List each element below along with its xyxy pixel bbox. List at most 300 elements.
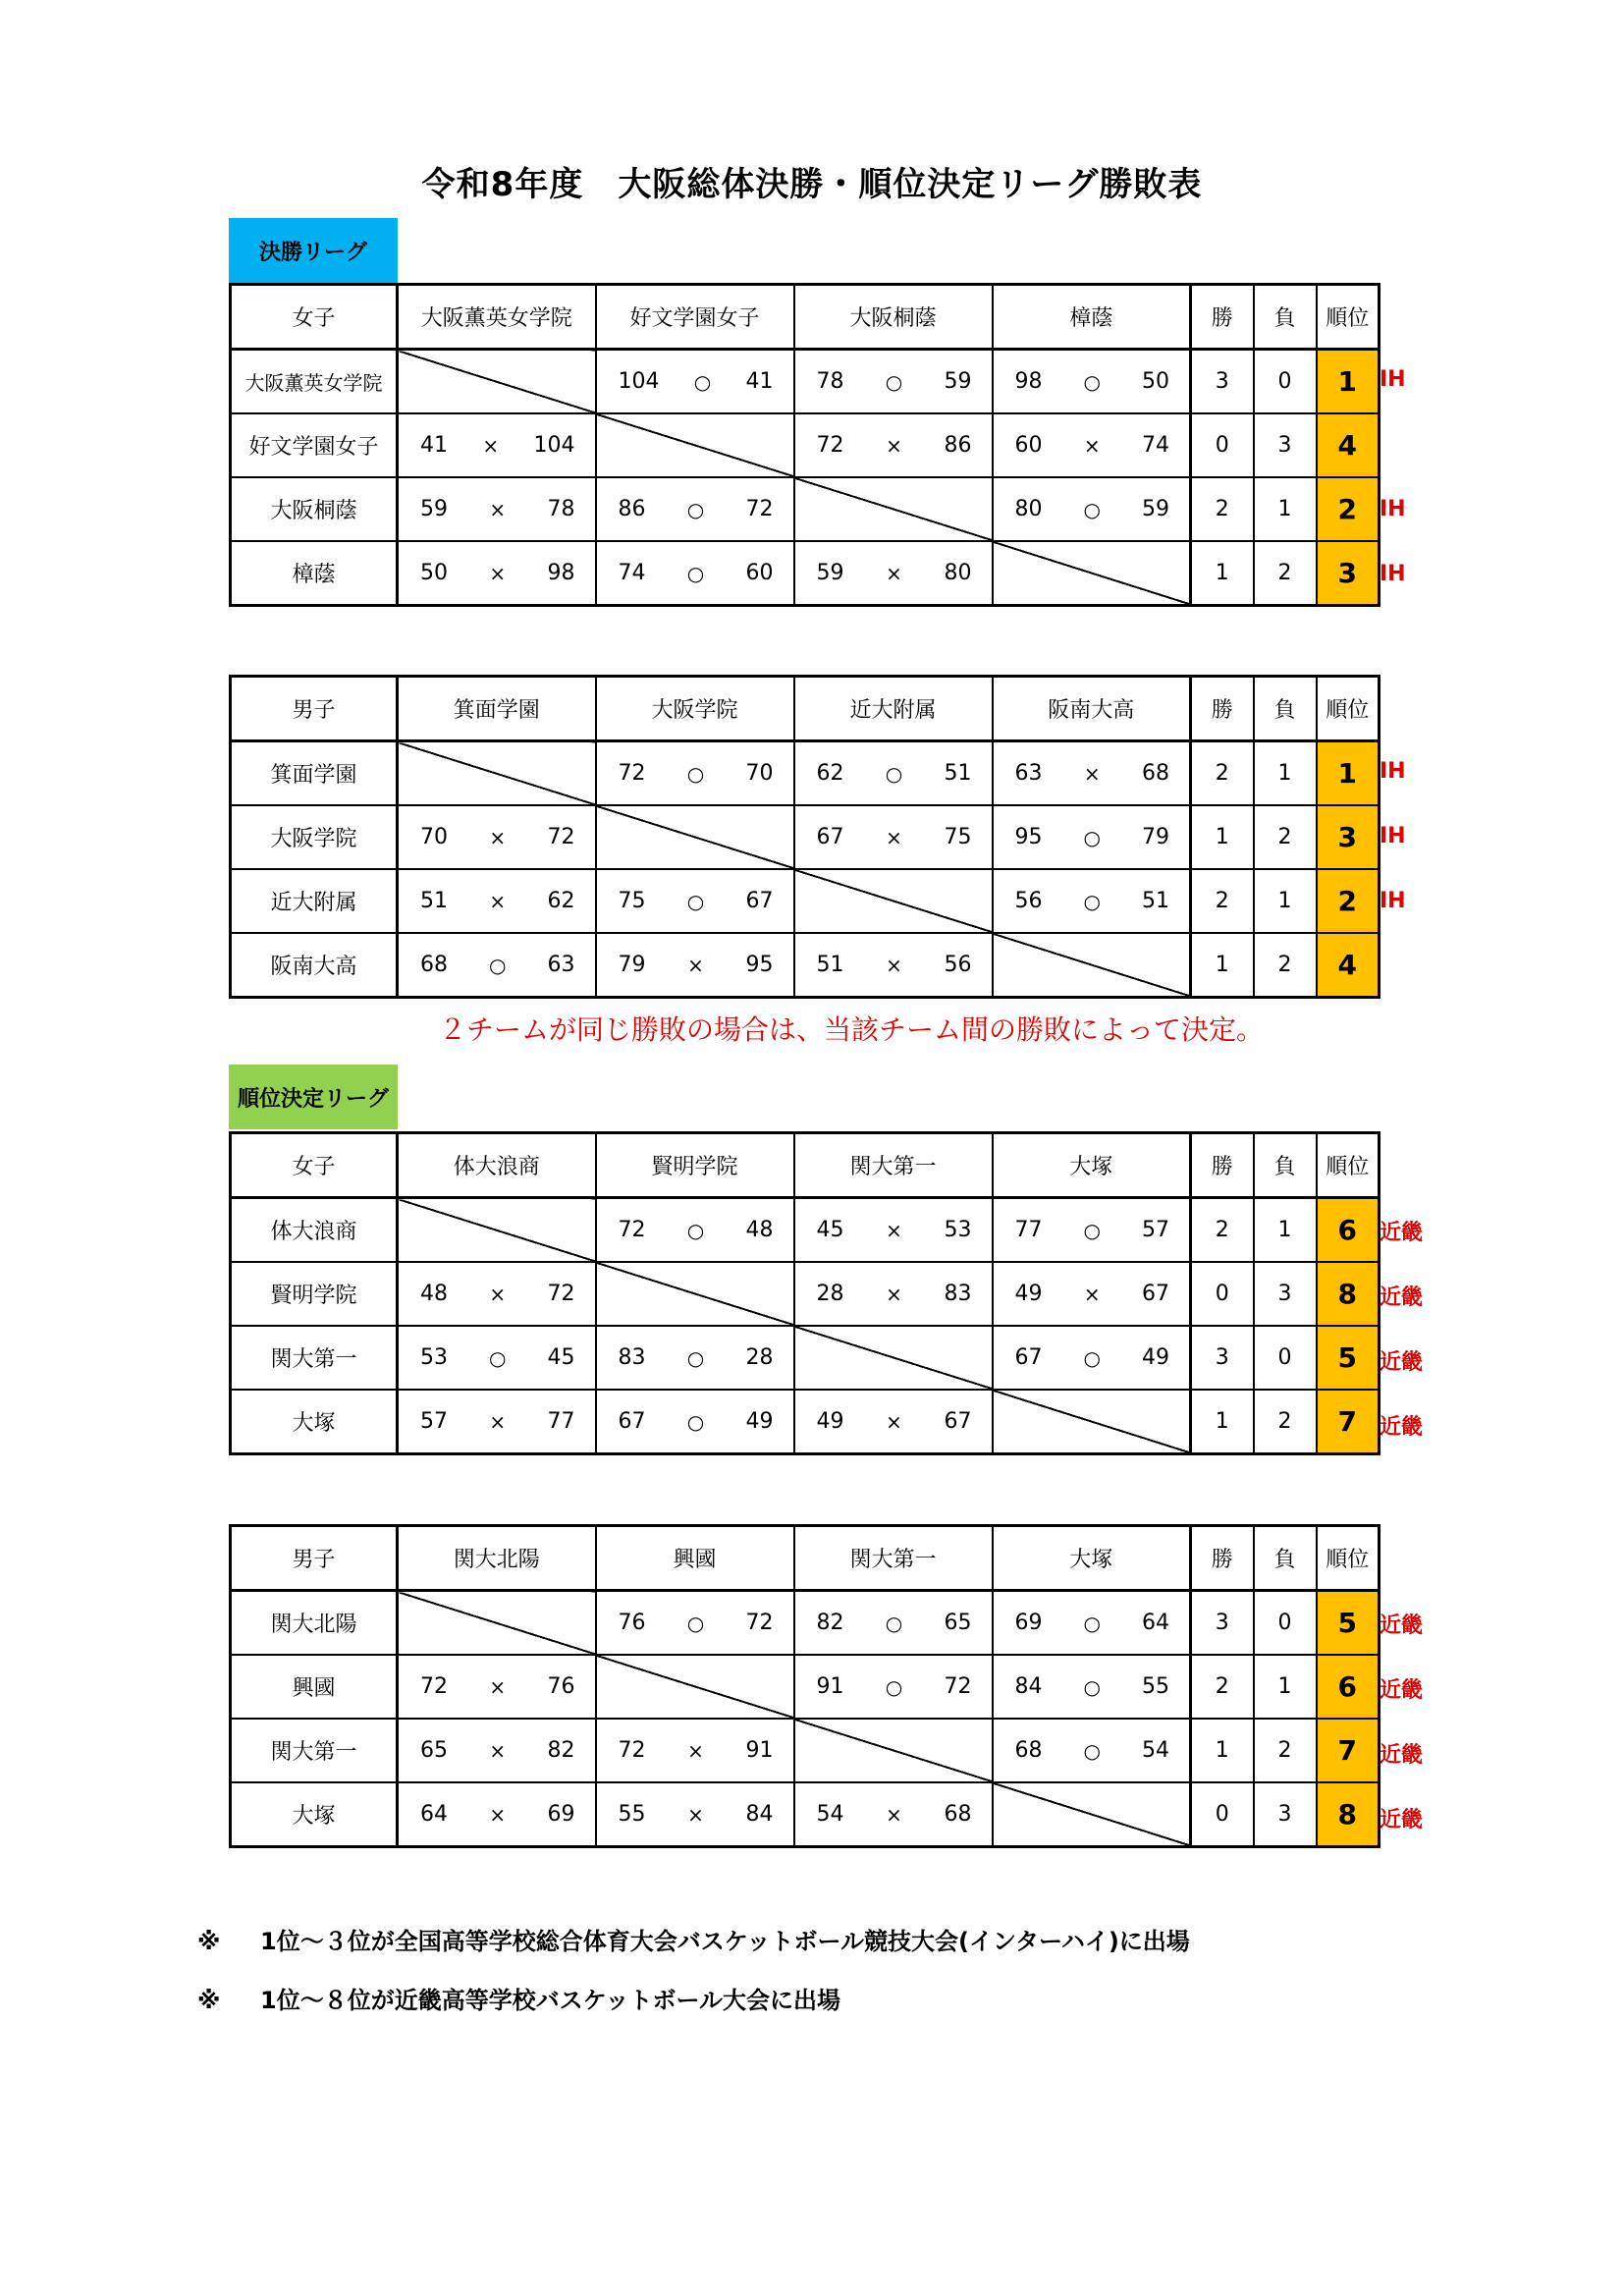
result-mark: × (1083, 1282, 1101, 1306)
table-row (231, 933, 1380, 998)
result-mark: ○ (1083, 369, 1101, 394)
opponent-header: 樟蔭 (993, 285, 1191, 350)
loss-count: 1 (1254, 477, 1317, 541)
match-result (398, 1262, 596, 1326)
match-result (398, 805, 596, 869)
win-count: 0 (1191, 413, 1254, 477)
match-result (794, 413, 993, 477)
loss-count: 3 (1254, 1262, 1317, 1326)
opponent-header: 関大第一 (794, 1526, 993, 1591)
result-mark: × (687, 1802, 704, 1827)
loss-count: 1 (1254, 1655, 1317, 1719)
match-result (794, 805, 993, 869)
win-count: 1 (1191, 1390, 1254, 1454)
rank-header: 順位 (1317, 1133, 1380, 1198)
self-match-diagonal (398, 1198, 596, 1263)
rank-value: 4 (1317, 933, 1380, 998)
match-result (993, 1719, 1191, 1782)
category-header: 男子 (231, 677, 398, 741)
win-count: 1 (1191, 1719, 1254, 1782)
score-against: 74 (1141, 433, 1169, 458)
score-for: 59 (420, 497, 448, 521)
result-mark: ○ (686, 1409, 705, 1434)
opponent-header: 大阪学院 (596, 677, 794, 741)
loss-header: 負 (1254, 677, 1317, 741)
team-name: 関大北陽 (231, 1591, 398, 1656)
score-for: 84 (1014, 1674, 1043, 1699)
result-mark: ○ (686, 1611, 705, 1635)
score-for: 72 (816, 433, 844, 458)
opponent-header: 関大第一 (794, 1133, 993, 1198)
qualification-badge: 近畿 (1380, 1808, 1424, 1832)
result-mark: × (687, 953, 704, 977)
score-against: 72 (547, 825, 575, 849)
match-result (993, 1591, 1191, 1656)
footnote-mark: ※ (197, 1928, 221, 1955)
result-mark: × (489, 1738, 507, 1763)
opponent-header: 大阪桐蔭 (794, 285, 993, 350)
score-against: 80 (944, 561, 972, 585)
tiebreak-note: ２チームが同じ勝敗の場合は、当該チーム間の勝敗によって決定。 (438, 1013, 1264, 1046)
score-for: 53 (420, 1345, 448, 1370)
loss-count: 0 (1254, 1591, 1317, 1656)
footnote-kinki (197, 1981, 840, 2015)
qualification-badge: 近畿 (1380, 1350, 1424, 1375)
win-header: 勝 (1191, 285, 1254, 350)
score-against: 72 (547, 1282, 575, 1306)
table-row (231, 869, 1380, 933)
score-for: 69 (1014, 1611, 1043, 1635)
score-against: 76 (547, 1674, 575, 1699)
match-result (398, 1719, 596, 1782)
match-result (794, 1591, 993, 1656)
result-mark: ○ (1083, 1738, 1101, 1763)
match-result (993, 1326, 1191, 1390)
score-against: 67 (1141, 1282, 1169, 1306)
score-against: 64 (1141, 1611, 1169, 1635)
result-mark: ○ (686, 497, 705, 521)
opponent-header: 関大北陽 (398, 1526, 596, 1591)
loss-count: 3 (1254, 1782, 1317, 1847)
result-mark: ○ (1083, 1674, 1101, 1699)
match-result (794, 1198, 993, 1263)
self-match-diagonal (794, 869, 993, 933)
table-row (231, 1655, 1380, 1719)
match-result (596, 477, 794, 541)
opponent-header: 大塚 (993, 1133, 1191, 1198)
match-result (398, 933, 596, 998)
qualification-badge: 近畿 (1380, 1743, 1424, 1768)
score-for: 48 (420, 1282, 448, 1306)
result-mark: × (886, 825, 902, 849)
table-row (231, 1198, 1380, 1263)
match-result (993, 1655, 1191, 1719)
loss-count: 2 (1254, 805, 1317, 869)
rank-value: 2 (1317, 477, 1380, 541)
match-result (398, 1782, 596, 1847)
footnote-text: 1位～８位が近畿高等学校バスケットボール大会に出場 (260, 1987, 841, 2014)
opponent-header: 体大浪商 (398, 1133, 596, 1198)
match-result (398, 541, 596, 606)
score-against: 86 (944, 433, 972, 458)
match-result (993, 1262, 1191, 1326)
score-against: 72 (944, 1674, 972, 1699)
score-against: 63 (547, 953, 575, 977)
self-match-diagonal (993, 1782, 1191, 1847)
match-result (794, 1262, 993, 1326)
header-row (231, 677, 1380, 741)
loss-count: 2 (1254, 1390, 1317, 1454)
score-against: 95 (745, 953, 774, 977)
result-mark: × (886, 1409, 902, 1434)
self-match-diagonal (398, 350, 596, 414)
score-against: 79 (1141, 825, 1169, 849)
result-mark: × (886, 953, 902, 977)
opponent-header: 近大附属 (794, 677, 993, 741)
result-mark: ○ (885, 1611, 903, 1635)
score-against: 51 (944, 761, 972, 786)
score-for: 51 (420, 889, 448, 913)
win-count: 2 (1191, 1655, 1254, 1719)
team-name: 近大附属 (231, 869, 398, 933)
score-for: 49 (1014, 1282, 1043, 1306)
table-row (231, 350, 1380, 414)
score-for: 78 (816, 369, 844, 394)
score-against: 59 (944, 369, 972, 394)
self-match-diagonal (596, 413, 794, 477)
table-row (231, 541, 1380, 606)
score-for: 65 (420, 1738, 448, 1763)
match-result (596, 1591, 794, 1656)
self-match-diagonal (596, 805, 794, 869)
qualification-badge: IH (1380, 824, 1406, 848)
result-mark: × (687, 1738, 704, 1763)
opponent-header: 興國 (596, 1526, 794, 1591)
loss-count: 3 (1254, 413, 1317, 477)
result-mark: ○ (1083, 1611, 1101, 1635)
page-title: 令和8年度 大阪総体決勝・順位決定リーグ勝敗表 (421, 165, 1203, 204)
score-for: 51 (816, 953, 844, 977)
match-result (596, 1198, 794, 1263)
match-result (596, 869, 794, 933)
footnote-text: 1位～３位が全国高等学校総合体育大会バスケットボール競技大会(インターハイ)に出場 (260, 1928, 1190, 1955)
match-result (993, 413, 1191, 477)
win-count: 2 (1191, 1198, 1254, 1263)
match-result (993, 741, 1191, 806)
self-match-diagonal (794, 1719, 993, 1782)
score-for: 55 (618, 1802, 646, 1827)
loss-count: 2 (1254, 933, 1317, 998)
win-count: 3 (1191, 1326, 1254, 1390)
match-result (596, 1390, 794, 1454)
qualification-badge: 近畿 (1380, 1221, 1424, 1245)
score-against: 59 (1141, 497, 1169, 521)
result-mark: ○ (489, 953, 507, 977)
team-name: 興國 (231, 1655, 398, 1719)
result-mark: ○ (489, 1345, 507, 1370)
score-for: 72 (618, 1218, 646, 1242)
score-for: 72 (618, 761, 646, 786)
score-against: 78 (547, 497, 575, 521)
score-for: 45 (816, 1218, 844, 1242)
opponent-header: 阪南大高 (993, 677, 1191, 741)
table-row (231, 1591, 1380, 1656)
footnote-interhigh (197, 1922, 1190, 1956)
score-for: 79 (618, 953, 646, 977)
score-for: 68 (1014, 1738, 1043, 1763)
win-count: 3 (1191, 350, 1254, 414)
score-for: 56 (1014, 889, 1043, 913)
score-against: 91 (745, 1738, 774, 1763)
score-against: 50 (1141, 369, 1169, 394)
score-against: 57 (1141, 1218, 1169, 1242)
win-count: 2 (1191, 869, 1254, 933)
table-row (231, 741, 1380, 806)
rank-value: 4 (1317, 413, 1380, 477)
result-mark: × (489, 1282, 507, 1306)
loss-count: 1 (1254, 869, 1317, 933)
score-against: 48 (745, 1218, 774, 1242)
self-match-diagonal (993, 1390, 1191, 1454)
win-header: 勝 (1191, 1133, 1254, 1198)
results-table (229, 1524, 1380, 1848)
score-against: 67 (944, 1409, 972, 1434)
result-mark: ○ (693, 369, 712, 394)
qualification-badge: IH (1380, 889, 1406, 913)
table-row (231, 1782, 1380, 1847)
score-for: 83 (618, 1345, 646, 1370)
loss-count: 2 (1254, 541, 1317, 606)
loss-header: 負 (1254, 1526, 1317, 1591)
score-for: 59 (816, 561, 844, 585)
rank-header: 順位 (1317, 1526, 1380, 1591)
result-mark: × (489, 561, 507, 585)
match-result (794, 541, 993, 606)
match-result (596, 541, 794, 606)
self-match-diagonal (993, 541, 1191, 606)
match-result (596, 1719, 794, 1782)
score-for: 50 (420, 561, 448, 585)
result-mark: ○ (686, 889, 705, 913)
score-for: 54 (816, 1802, 844, 1827)
result-mark: × (886, 561, 902, 585)
score-against: 70 (745, 761, 774, 786)
team-name: 大阪学院 (231, 805, 398, 869)
team-name: 好文学園女子 (231, 413, 398, 477)
self-match-diagonal (993, 933, 1191, 998)
match-result (596, 933, 794, 998)
result-mark: ○ (1083, 1345, 1101, 1370)
rank-value: 2 (1317, 869, 1380, 933)
score-for: 49 (816, 1409, 844, 1434)
loss-count: 1 (1254, 741, 1317, 806)
opponent-header: 大阪薫英女学院 (398, 285, 596, 350)
result-mark: ○ (885, 369, 903, 394)
qualification-badge: IH (1380, 367, 1406, 392)
result-mark: × (886, 1282, 902, 1306)
result-mark: ○ (1083, 825, 1101, 849)
score-against: 68 (944, 1802, 972, 1827)
rank-value: 5 (1317, 1326, 1380, 1390)
win-count: 0 (1191, 1782, 1254, 1847)
score-for: 104 (618, 369, 660, 394)
match-result (794, 933, 993, 998)
score-against: 49 (745, 1409, 774, 1434)
final-league-label: 決勝リーグ (229, 218, 398, 283)
score-against: 84 (745, 1802, 774, 1827)
team-name: 体大浪商 (231, 1198, 398, 1263)
match-result (794, 741, 993, 806)
loss-count: 0 (1254, 350, 1317, 414)
table-row (231, 805, 1380, 869)
match-result (993, 1198, 1191, 1263)
score-for: 28 (816, 1282, 844, 1306)
score-for: 68 (420, 953, 448, 977)
win-count: 0 (1191, 1262, 1254, 1326)
win-count: 1 (1191, 805, 1254, 869)
score-for: 86 (618, 497, 646, 521)
result-mark: × (886, 433, 902, 458)
table-row (231, 1390, 1380, 1454)
match-result (794, 1782, 993, 1847)
table-row (231, 1326, 1380, 1390)
rank-value: 8 (1317, 1262, 1380, 1326)
team-name: 関大第一 (231, 1719, 398, 1782)
category-header: 女子 (231, 285, 398, 350)
score-for: 95 (1014, 825, 1043, 849)
match-result (993, 477, 1191, 541)
win-header: 勝 (1191, 1526, 1254, 1591)
result-mark: × (886, 1802, 902, 1827)
score-for: 62 (816, 761, 844, 786)
result-mark: × (489, 1674, 507, 1699)
result-mark: ○ (1083, 1218, 1101, 1242)
header-row (231, 285, 1380, 350)
score-against: 28 (745, 1345, 774, 1370)
result-mark: × (482, 433, 500, 458)
match-result (398, 1326, 596, 1390)
qualification-badge: 近畿 (1380, 1285, 1424, 1310)
score-against: 98 (547, 561, 575, 585)
match-result (398, 1655, 596, 1719)
win-count: 3 (1191, 1591, 1254, 1656)
team-name: 関大第一 (231, 1326, 398, 1390)
score-against: 45 (547, 1345, 575, 1370)
score-for: 72 (618, 1738, 646, 1763)
rank-value: 7 (1317, 1390, 1380, 1454)
rank-value: 3 (1317, 805, 1380, 869)
result-mark: ○ (885, 1674, 903, 1699)
score-against: 77 (547, 1409, 575, 1434)
score-for: 74 (618, 561, 646, 585)
rank-header: 順位 (1317, 677, 1380, 741)
result-mark: ○ (686, 761, 705, 786)
results-table (229, 675, 1380, 999)
self-match-diagonal (596, 1655, 794, 1719)
table-row (231, 477, 1380, 541)
team-name: 大阪薫英女学院 (231, 350, 398, 414)
loss-count: 2 (1254, 1719, 1317, 1782)
score-for: 70 (420, 825, 448, 849)
team-name: 大塚 (231, 1782, 398, 1847)
score-for: 67 (1014, 1345, 1043, 1370)
score-against: 72 (745, 497, 774, 521)
win-count: 2 (1191, 741, 1254, 806)
results-table (229, 1131, 1380, 1455)
category-header: 男子 (231, 1526, 398, 1591)
score-against: 60 (745, 561, 774, 585)
match-result (993, 350, 1191, 414)
score-against: 82 (547, 1738, 575, 1763)
self-match-diagonal (794, 1326, 993, 1390)
header-row (231, 1133, 1380, 1198)
score-against: 65 (944, 1611, 972, 1635)
score-against: 72 (745, 1611, 774, 1635)
match-result (596, 1326, 794, 1390)
score-for: 67 (618, 1409, 646, 1434)
win-header: 勝 (1191, 677, 1254, 741)
score-for: 77 (1014, 1218, 1043, 1242)
match-result (993, 805, 1191, 869)
qualification-badge: IH (1380, 497, 1406, 521)
results-table (229, 283, 1380, 607)
match-result (398, 869, 596, 933)
rank-value: 6 (1317, 1655, 1380, 1719)
result-mark: ○ (686, 1345, 705, 1370)
match-result (596, 741, 794, 806)
opponent-header: 大塚 (993, 1526, 1191, 1591)
table-row (231, 413, 1380, 477)
table-row (231, 1262, 1380, 1326)
score-for: 76 (618, 1611, 646, 1635)
team-name: 賢明学院 (231, 1262, 398, 1326)
result-mark: × (489, 1409, 507, 1434)
score-for: 75 (618, 889, 646, 913)
placement-league-label: 順位決定リーグ (229, 1065, 398, 1129)
result-mark: ○ (686, 561, 705, 585)
match-result (596, 350, 794, 414)
score-against: 68 (1141, 761, 1169, 786)
self-match-diagonal (596, 1262, 794, 1326)
score-for: 63 (1014, 761, 1043, 786)
rank-value: 8 (1317, 1782, 1380, 1847)
win-count: 1 (1191, 541, 1254, 606)
match-result (794, 350, 993, 414)
qualification-badge: 近畿 (1380, 1678, 1424, 1703)
loss-header: 負 (1254, 285, 1317, 350)
score-for: 82 (816, 1611, 844, 1635)
team-name: 樟蔭 (231, 541, 398, 606)
rank-value: 5 (1317, 1591, 1380, 1656)
score-against: 53 (944, 1218, 972, 1242)
qualification-badge: IH (1380, 562, 1406, 586)
loss-count: 0 (1254, 1326, 1317, 1390)
result-mark: × (1083, 761, 1101, 786)
score-against: 54 (1141, 1738, 1169, 1763)
rank-value: 3 (1317, 541, 1380, 606)
score-against: 67 (745, 889, 774, 913)
match-result (398, 413, 596, 477)
win-count: 2 (1191, 477, 1254, 541)
match-result (993, 869, 1191, 933)
rank-value: 7 (1317, 1719, 1380, 1782)
opponent-header: 箕面学園 (398, 677, 596, 741)
score-against: 75 (944, 825, 972, 849)
team-name: 箕面学園 (231, 741, 398, 806)
table-row (231, 1719, 1380, 1782)
score-for: 98 (1014, 369, 1043, 394)
opponent-header: 好文学園女子 (596, 285, 794, 350)
